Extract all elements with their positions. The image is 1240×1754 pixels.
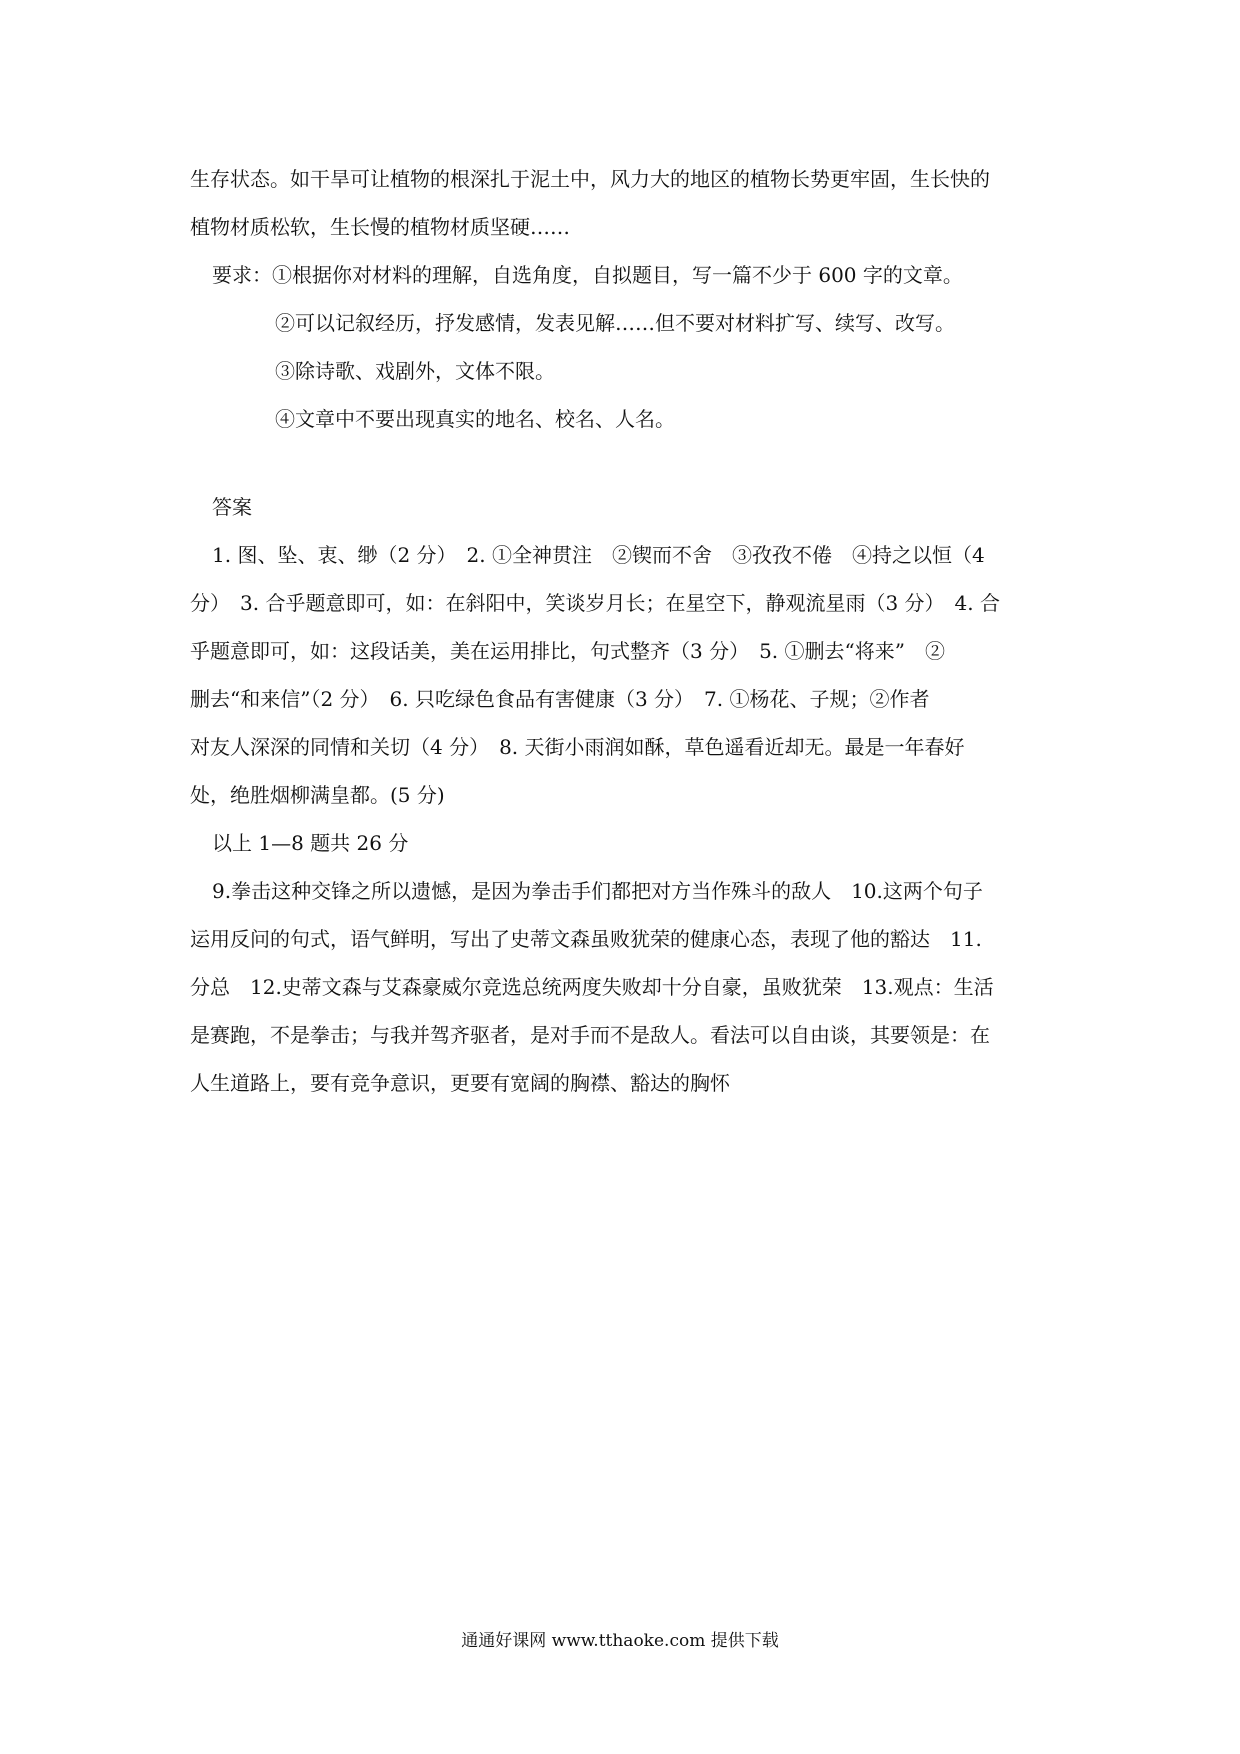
answer-line: 9.拳击这种交锋之所以遗憾，是因为拳击手们都把对方当作殊斗的敌人 10.这两个句子 [212, 879, 983, 903]
requirements-line: ②可以记叙经历，抒发感情，发表见解……但不要对材料扩写、续写、改写。 [275, 311, 955, 335]
answer-line: 对友人深深的同情和关切（4 分） 8. 天街小雨润如酥，草色遥看近却无。最是一年春好 [190, 735, 965, 759]
document-body [190, 155, 1060, 1107]
section-gap [190, 443, 1060, 483]
answer-line: 分） 3. 合乎题意即可，如：在斜阳中，笑谈岁月长；在星空下，静观流星雨（3 分） 4. 合 [190, 591, 1000, 615]
answer-line: 人生道路上，要有竞争意识，更要有宽阔的胸襟、豁达的胸怀 [190, 1071, 730, 1095]
answer-line: 删去“和来信”（2 分） 6. 只吃绿色食品有害健康（3 分） 7. ①杨花、子规；②作者 [190, 687, 930, 711]
answer-line: 1. 图、坠、衷、缈（2 分） 2. ①全神贯注 ②锲而不舍 ③孜孜不倦 ④持之以恒（4 [212, 543, 985, 567]
answer-line: 运用反问的句式，语气鲜明，写出了史蒂文森虽败犹荣的健康心态，表现了他的豁达 11. [190, 927, 982, 951]
answer-line: 是赛跑，不是拳击；与我并驾齐驱者，是对手而不是敌人。看法可以自由谈，其要领是：在 [190, 1023, 990, 1047]
prompt-line: 生存状态。如干旱可让植物的根深扎于泥土中，风力大的地区的植物长势更牢固，生长快的 [190, 167, 990, 191]
requirements-line: ③除诗歌、戏剧外，文体不限。 [275, 359, 555, 383]
prompt-line: 植物材质松软，生长慢的植物材质坚硬…… [190, 215, 570, 239]
answers-section [190, 483, 1060, 1107]
requirements-line: 要求：①根据你对材料的理解，自选角度，自拟题目，写一篇不少于 600 字的文章。 [212, 263, 963, 287]
answers-heading: 答案 [212, 495, 252, 519]
answer-line: 分总 12.史蒂文森与艾森豪威尔竞选总统两度失败却十分自豪，虽败犹荣 13.观点：生活 [190, 975, 994, 999]
answer-line: 处，绝胜烟柳满皇都。(5 分) [190, 783, 445, 807]
answers-subtotal: 以上 1—8 题共 26 分 [212, 831, 409, 855]
answer-line: 乎题意即可，如：这段话美，美在运用排比，句式整齐（3 分） 5. ①删去“将来” ② [190, 639, 945, 663]
page-footer: 通通好课网 www.tthaoke.com 提供下载 [461, 1631, 779, 1651]
requirements-line: ④文章中不要出现真实的地名、校名、人名。 [275, 407, 675, 431]
